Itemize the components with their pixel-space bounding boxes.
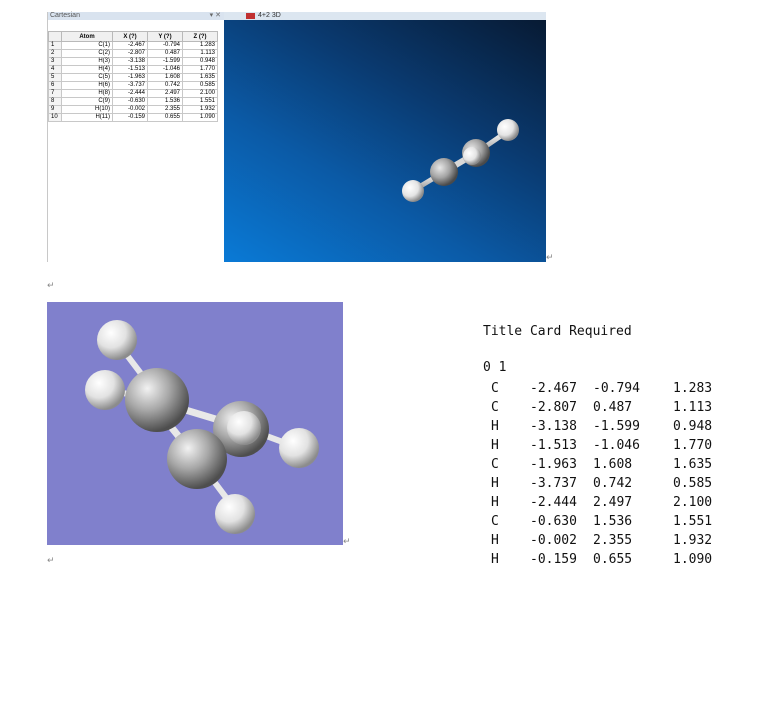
atom-line [483,531,743,550]
row-index-cell[interactable]: 1 [49,42,62,50]
atom-hydrogen [279,428,319,468]
element-symbol: C [491,514,499,529]
z-cell[interactable]: 1.090 [183,114,218,122]
x-cell[interactable]: -0.630 [113,98,148,106]
cartesian-panel [47,12,224,262]
atom-cell[interactable]: H(11) [62,114,113,122]
atom-cell[interactable]: H(6) [62,82,113,90]
atom-cell[interactable]: H(4) [62,66,113,74]
atom-cell[interactable]: C(1) [62,42,113,50]
row-index-cell[interactable]: 10 [49,114,62,122]
row-index-cell[interactable]: 3 [49,58,62,66]
col-header-atom[interactable]: Atom [62,32,113,42]
title-card: Title Card Required [483,324,632,339]
return-mark: ↵ [546,253,554,263]
coord-y: 1.608 [593,457,633,472]
cartesian-row[interactable] [49,106,218,114]
y-cell[interactable]: 1.536 [148,98,183,106]
coord-z: 1.932 [673,533,713,548]
y-cell[interactable]: 1.608 [148,74,183,82]
coord-y: 1.536 [593,514,633,529]
atom-carbon [167,429,227,489]
cartesian-row[interactable] [49,50,218,58]
row-index-cell[interactable]: 8 [49,98,62,106]
atom-cell[interactable]: C(2) [62,50,113,58]
x-cell[interactable]: -3.138 [113,58,148,66]
element-symbol: H [491,419,499,434]
element-symbol: H [491,438,499,453]
atom-cell[interactable]: H(10) [62,106,113,114]
coord-y: 0.742 [593,476,633,491]
element-symbol: H [491,476,499,491]
y-cell[interactable]: -1.046 [148,66,183,74]
atom-carbon-left [430,158,458,186]
viewer3d-canvas[interactable] [224,20,546,262]
coord-y: 2.497 [593,495,633,510]
element-symbol: C [491,381,499,396]
x-cell[interactable]: -2.444 [113,90,148,98]
atom-cell[interactable]: C(9) [62,98,113,106]
y-cell[interactable]: 2.497 [148,90,183,98]
y-cell[interactable]: 2.355 [148,106,183,114]
atom-cell[interactable]: C(5) [62,74,113,82]
atom-hydrogen-overlap [463,147,481,165]
coord-x: -2.467 [530,381,577,396]
cartesian-panel-title [48,12,224,20]
atom-line [483,379,743,398]
atom-hydrogen [85,370,125,410]
z-cell[interactable]: 1.932 [183,106,218,114]
coord-z: 0.585 [673,476,713,491]
z-cell[interactable]: 1.283 [183,42,218,50]
z-cell[interactable]: 1.551 [183,98,218,106]
coord-z: 1.113 [673,400,713,415]
coord-y: 0.655 [593,552,633,567]
element-symbol: H [491,533,499,548]
x-cell[interactable]: -2.807 [113,50,148,58]
element-symbol: H [491,552,499,567]
atom-hydrogen [97,320,137,360]
row-index-cell[interactable]: 4 [49,66,62,74]
row-index-cell[interactable]: 7 [49,90,62,98]
coord-z: 1.770 [673,438,713,453]
z-cell[interactable]: 1.635 [183,74,218,82]
cartesian-row[interactable] [49,98,218,106]
element-symbol: H [491,495,499,510]
coord-x: -0.002 [530,533,577,548]
row-index-cell[interactable]: 6 [49,82,62,90]
x-cell[interactable]: -1.963 [113,74,148,82]
coord-x: -2.444 [530,495,577,510]
cartesian-row[interactable] [49,82,218,90]
y-cell[interactable]: 0.487 [148,50,183,58]
coord-z: 1.090 [673,552,713,567]
viewer3d-tab-label: 4+2 3D [258,12,281,19]
atom-line [483,493,743,512]
atom-carbon [125,368,189,432]
coord-z: 1.551 [673,514,713,529]
coord-x: -1.513 [530,438,577,453]
x-cell[interactable]: -3.737 [113,82,148,90]
return-mark: ↵ [47,556,55,566]
cartesian-row[interactable] [49,74,218,82]
cartesian-row[interactable] [49,114,218,122]
coord-y: -1.599 [593,419,640,434]
x-cell[interactable]: -0.002 [113,106,148,114]
col-header-x[interactable]: X (?) [113,32,148,42]
y-cell[interactable]: -0.794 [148,42,183,50]
coord-z: 2.100 [673,495,713,510]
atom-line [483,417,743,436]
panel-controls-icon[interactable]: ▾ ✕ [209,12,221,19]
row-index-cell[interactable]: 5 [49,74,62,82]
molecule-view[interactable] [47,302,343,545]
coord-x: -1.963 [530,457,577,472]
atom-line [483,436,743,455]
atom-hydrogen [227,411,261,445]
cartesian-row[interactable] [49,58,218,66]
col-header-y[interactable]: Y (?) [148,32,183,42]
atom-hydrogen-left [402,180,424,202]
z-cell[interactable]: 2.100 [183,90,218,98]
cartesian-header-row [49,32,218,42]
coord-z: 1.635 [673,457,713,472]
atom-line [483,455,743,474]
x-cell[interactable]: -1.513 [113,66,148,74]
coord-x: -3.737 [530,476,577,491]
acetylene-model-svg [224,20,546,262]
atom-cell[interactable]: H(8) [62,90,113,98]
cartesian-row[interactable] [49,90,218,98]
col-header-z[interactable]: Z (?) [183,32,218,42]
y-cell[interactable]: -1.599 [148,58,183,66]
atom-hydrogen [215,494,255,534]
coord-y: -1.046 [593,438,640,453]
y-cell[interactable]: 0.655 [148,114,183,122]
molecule-model-svg [47,302,343,545]
element-symbol: C [491,400,499,415]
coord-x: -3.138 [530,419,577,434]
x-cell[interactable]: -2.467 [113,42,148,50]
atom-line [483,398,743,417]
atom-hydrogen-right [497,119,519,141]
x-cell[interactable]: -0.159 [113,114,148,122]
col-header-index[interactable] [49,32,62,42]
gaussview-flag-icon [246,13,255,19]
y-cell[interactable]: 0.742 [148,82,183,90]
charge-multiplicity: 0 1 [483,360,507,375]
z-cell[interactable]: 0.585 [183,82,218,90]
return-mark: ↵ [47,281,55,291]
z-cell[interactable]: 0.948 [183,58,218,66]
cartesian-row[interactable] [49,42,218,50]
coord-z: 1.283 [673,381,713,396]
coord-y: -0.794 [593,381,640,396]
return-mark: ↵ [343,537,351,547]
z-cell[interactable]: 1.113 [183,50,218,58]
atom-line [483,550,743,569]
atom-line [483,512,743,531]
atom-cell[interactable]: H(3) [62,58,113,66]
coord-y: 0.487 [593,400,633,415]
coord-x: -0.159 [530,552,577,567]
z-cell[interactable]: 1.770 [183,66,218,74]
coord-x: -2.807 [530,400,577,415]
element-symbol: C [491,457,499,472]
coord-x: -0.630 [530,514,577,529]
coord-z: 0.948 [673,419,713,434]
cartesian-table [48,31,218,122]
row-index-cell[interactable]: 2 [49,50,62,58]
gaussian-input-text [483,322,713,567]
cartesian-row[interactable] [49,66,218,74]
coord-y: 2.355 [593,533,633,548]
atom-line [483,474,743,493]
row-index-cell[interactable]: 9 [49,106,62,114]
cartesian-title-text: Cartesian [50,12,80,19]
viewer3d-tab[interactable] [224,12,546,20]
